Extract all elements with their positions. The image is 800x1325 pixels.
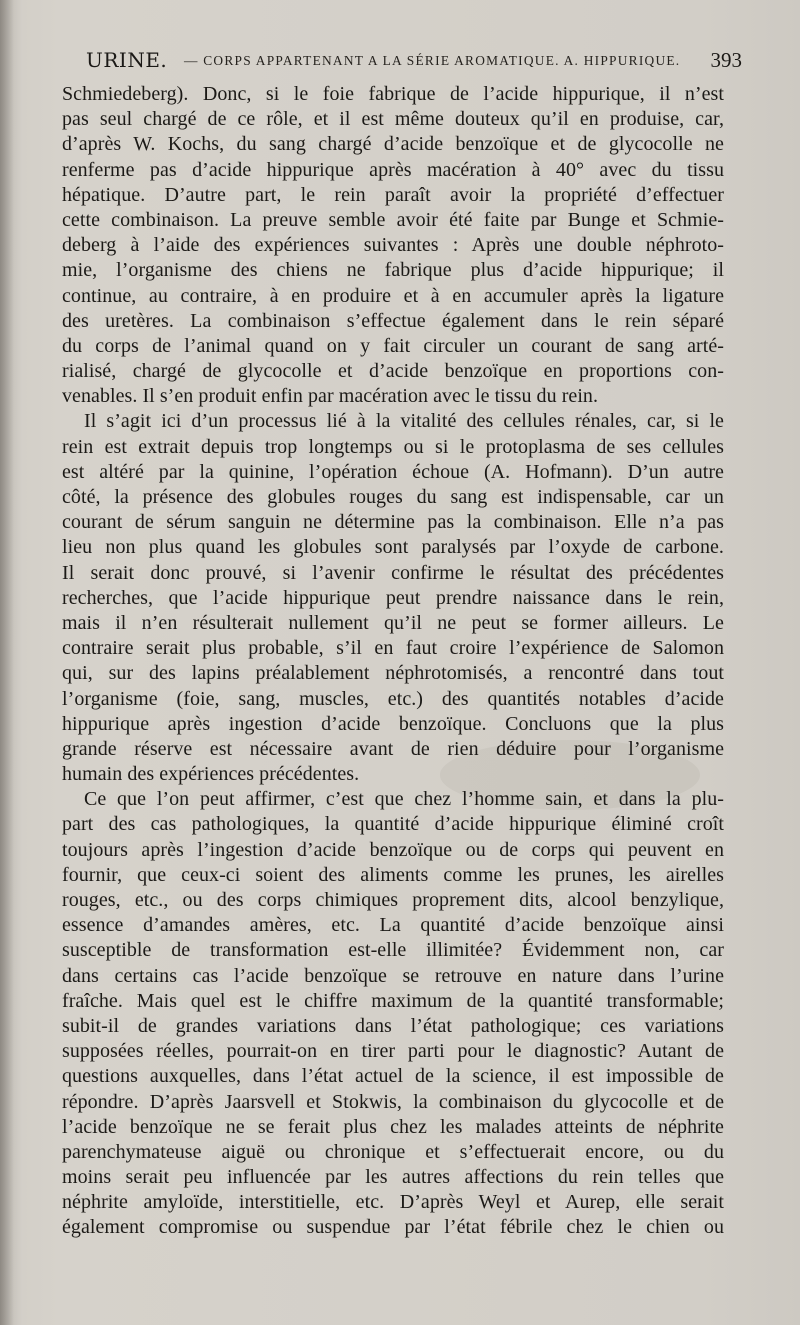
running-head-title: URINE. [86, 48, 168, 72]
text-line: continue, au contraire, à en produire et à en accumuler après la ligature [62, 284, 724, 307]
text-line: supposées réelles, pourrait-on en tirer parti pour le diagnostic? Autant de [62, 1040, 724, 1063]
text-line: Ce que l’on peut affirmer, c’est que chez l’homme sain, et dans la plu- [84, 788, 724, 811]
body-text [62, 82, 724, 1241]
text-line: hippurique après ingestion d’acide benzoïque. Concluons que la plus [62, 712, 724, 735]
text-line: d’après W. Kochs, du sang chargé d’acide benzoïque et de glycocolle ne [62, 133, 724, 156]
text-line: du corps de l’animal quand on y fait circuler un courant de sang arté- [62, 334, 724, 357]
text-line: Il serait donc prouvé, si l’avenir confirme le résultat des précédentes [62, 561, 724, 584]
page-number: 393 [710, 48, 742, 72]
text-line: Il s’agit ici d’un processus lié à la vitalité des cellules rénales, car, si le [84, 410, 724, 433]
text-line: part des cas pathologiques, la quantité d’acide hippurique éliminé croît [62, 813, 724, 836]
text-line: qui, sur des lapins préalablement néphrotomisés, a rencontré dans tout [62, 662, 724, 685]
text-line: humain des expériences précédentes. [62, 763, 360, 786]
text-line: susceptible de transformation est-elle illimitée? Évidemment non, car [62, 939, 724, 962]
text-line: dans certains cas l’acide benzoïque se retrouve en nature dans l’urine [62, 964, 724, 987]
text-line: pas seul chargé de ce rôle, et il est même douteux qu’il en produise, car, [62, 108, 724, 131]
text-line: mais il n’en résulterait nullement qu’il ne peut se former ailleurs. Le [62, 611, 724, 634]
text-line: également compromise ou suspendue par l’état fébrile chez le chien ou [62, 1216, 724, 1239]
text-line: toujours après l’ingestion d’acide benzoïque ou de corps qui peuvent en [62, 838, 724, 861]
text-line: néphrite amyloïde, interstitielle, etc. D’après Weyl et Aurep, elle serait [62, 1191, 724, 1214]
text-line: recherches, que l’acide hippurique peut prendre naissance dans le rein, [62, 586, 724, 609]
text-line: répondre. D’après Jaarsvell et Stokwis, la combinaison du glycocolle et de [62, 1090, 724, 1113]
text-line: est altéré par la quinine, l’opération échoue (A. Hofmann). D’un autre [62, 460, 724, 483]
text-line: subit-il de grandes variations dans l’état pathologique; ces variations [62, 1014, 724, 1037]
text-line: côté, la présence des globules rouges du sang est indispensable, car un [62, 486, 724, 508]
running-head [58, 44, 742, 74]
text-line: rialisé, chargé de glycocolle et d’acide benzoïque en proportions con- [62, 360, 724, 383]
text-line: deberg à l’aide des expériences suivantes : Après une double néphroto- [62, 234, 724, 257]
text-line: Schmiedeberg). Donc, si le foie fabrique de l’acide hippurique, il n’est [62, 83, 724, 105]
text-line: des uretères. La combinaison s’effectue également dans le rein séparé [62, 309, 724, 332]
text-line: grande réserve est nécessaire avant de rien déduire pour l’organisme [62, 737, 724, 760]
text-line: fournir, que ceux-ci soient des aliments comme les prunes, les airelles [62, 863, 724, 886]
text-line: l’acide benzoïque ne se ferait plus chez les malades atteints de néphrite [62, 1115, 724, 1138]
text-line: contraire serait plus probable, s’il en faut croire l’expérience de Salomon [62, 637, 724, 660]
text-line: l’organisme (foie, sang, muscles, etc.) des quantités notables d’acide [62, 687, 724, 710]
text-line: renferme pas d’acide hippurique après macération à 40° avec du tissu [62, 158, 724, 181]
text-line: questions auxquelles, dans l’état actuel de la science, il est impossible de [62, 1065, 724, 1088]
text-line: parenchymateuse aiguë ou chronique et s’effectuerait encore, ou du [62, 1140, 724, 1163]
text-line: rein est extrait depuis trop longtemps ou si le protoplasma de ses cellules [62, 435, 724, 458]
text-line: lieu non plus quand les globules sont paralysés par l’oxyde de carbone. [62, 536, 724, 559]
text-line: hépatique. D’autre part, le rein paraît avoir la propriété d’effectuer [62, 183, 724, 206]
running-head-section: — CORPS APPARTENANT A LA SÉRIE AROMATIQUE. A. HIPPURIQUE. [184, 53, 681, 68]
text-line: rouges, etc., ou des corps chimiques proprement dits, alcool benzylique, [62, 889, 724, 911]
text-line: essence d’amandes amères, etc. La quantité d’acide benzoïque ainsi [62, 914, 724, 937]
text-line: fraîche. Mais quel est le chiffre maximum de la quantité transformable; [62, 989, 724, 1012]
text-line: moins serait peu influencée par les autres affections du rein telles que [62, 1166, 724, 1189]
text-line: courant de sérum sanguin ne détermine pas la combinaison. Elle n’a pas [62, 511, 724, 534]
text-line: venables. Il s’en produit enfin par macération avec le tissu du rein. [62, 385, 599, 408]
text-line: cette combinaison. La preuve semble avoir été faite par Bunge et Schmie- [62, 208, 724, 231]
binding-shadow [0, 0, 14, 1325]
text-line: mie, l’organisme des chiens ne fabrique plus d’acide hippurique; il [62, 259, 724, 282]
